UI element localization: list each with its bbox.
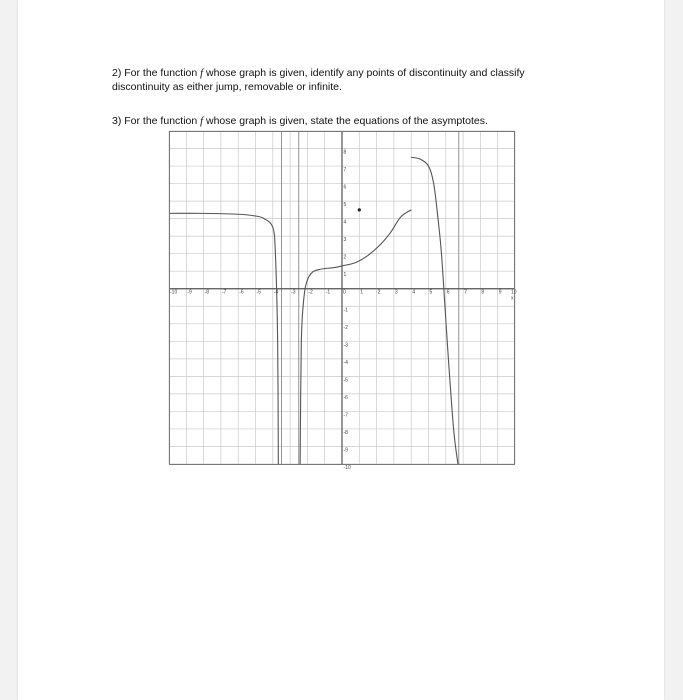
curve-left-branch xyxy=(169,213,278,464)
y-tick-label: 3 xyxy=(343,237,347,244)
x-tick-label: -10 xyxy=(170,289,178,296)
y-tick-label: 4 xyxy=(343,219,347,226)
x-tick-label: 4 xyxy=(412,289,415,296)
y-tick-label: -1 xyxy=(343,307,348,314)
x-tick-label: 5 xyxy=(429,289,433,296)
question-3-text: whose graph is given, state the equations of the asymptotes. xyxy=(205,115,488,127)
curves xyxy=(169,157,458,464)
function-graph xyxy=(169,131,517,471)
x-tick-label: 2 xyxy=(377,289,381,296)
y-tick-label: -3 xyxy=(343,342,348,349)
x-tick-label: 3 xyxy=(394,289,398,296)
y-tick-label: 5 xyxy=(343,202,347,209)
curve-right-branch xyxy=(411,157,458,464)
y-tick-label: -5 xyxy=(343,377,348,384)
y-tick-label: -8 xyxy=(343,429,348,436)
question-2-text: whose graph is given, identify any points of discontinuity and classify discontinuity as either jump, removable or infinite. xyxy=(112,67,525,93)
function-symbol: f xyxy=(200,68,204,79)
x-tick-label: -1 xyxy=(325,289,331,296)
x-tick-label: -7 xyxy=(221,289,227,296)
question-2-prefix: 2) For the function xyxy=(112,67,198,79)
y-tick-label: 7 xyxy=(343,167,347,174)
x-tick-label: -3 xyxy=(291,289,296,296)
x-tick-label: -9 xyxy=(187,289,192,296)
question-3-prefix: 3) For the function xyxy=(112,115,198,127)
x-tick-label: 10 xyxy=(511,289,517,296)
question-3 xyxy=(112,115,552,129)
x-tick-label: 0 xyxy=(343,289,346,296)
y-tick-label: 1 xyxy=(343,272,347,279)
question-2 xyxy=(112,67,552,93)
curve-middle-branch xyxy=(300,210,411,464)
asymptote-lines xyxy=(281,131,458,464)
x-tick-label: 1 xyxy=(360,289,364,296)
x-tick-label: 6 xyxy=(446,289,450,296)
x-tick-label: 9 xyxy=(498,289,502,296)
y-tick-label: -10 xyxy=(343,465,351,471)
x-tick-label: -8 xyxy=(204,289,210,296)
y-tick-label: -9 xyxy=(343,447,348,454)
y-tick-label: 6 xyxy=(343,184,347,191)
x-tick-label: 7 xyxy=(464,289,467,296)
y-tick-label: -4 xyxy=(343,359,348,366)
function-symbol: f xyxy=(200,116,204,127)
y-tick-label: 8 xyxy=(343,149,347,156)
y-tick-label: -2 xyxy=(343,324,348,331)
isolated-point xyxy=(358,208,361,211)
y-tick-label: 2 xyxy=(343,254,347,261)
x-tick-label: 8 xyxy=(481,289,485,296)
document-page xyxy=(18,0,664,700)
y-tick-label: -6 xyxy=(343,394,348,401)
x-tick-label: -6 xyxy=(239,289,244,296)
x-axis-label: x xyxy=(511,295,514,302)
x-tick-label: -5 xyxy=(256,289,261,296)
x-tick-label: -2 xyxy=(308,289,313,296)
x-tick-label: -4 xyxy=(273,289,279,296)
y-tick-label: -7 xyxy=(343,412,348,419)
tick-labels xyxy=(170,150,517,471)
